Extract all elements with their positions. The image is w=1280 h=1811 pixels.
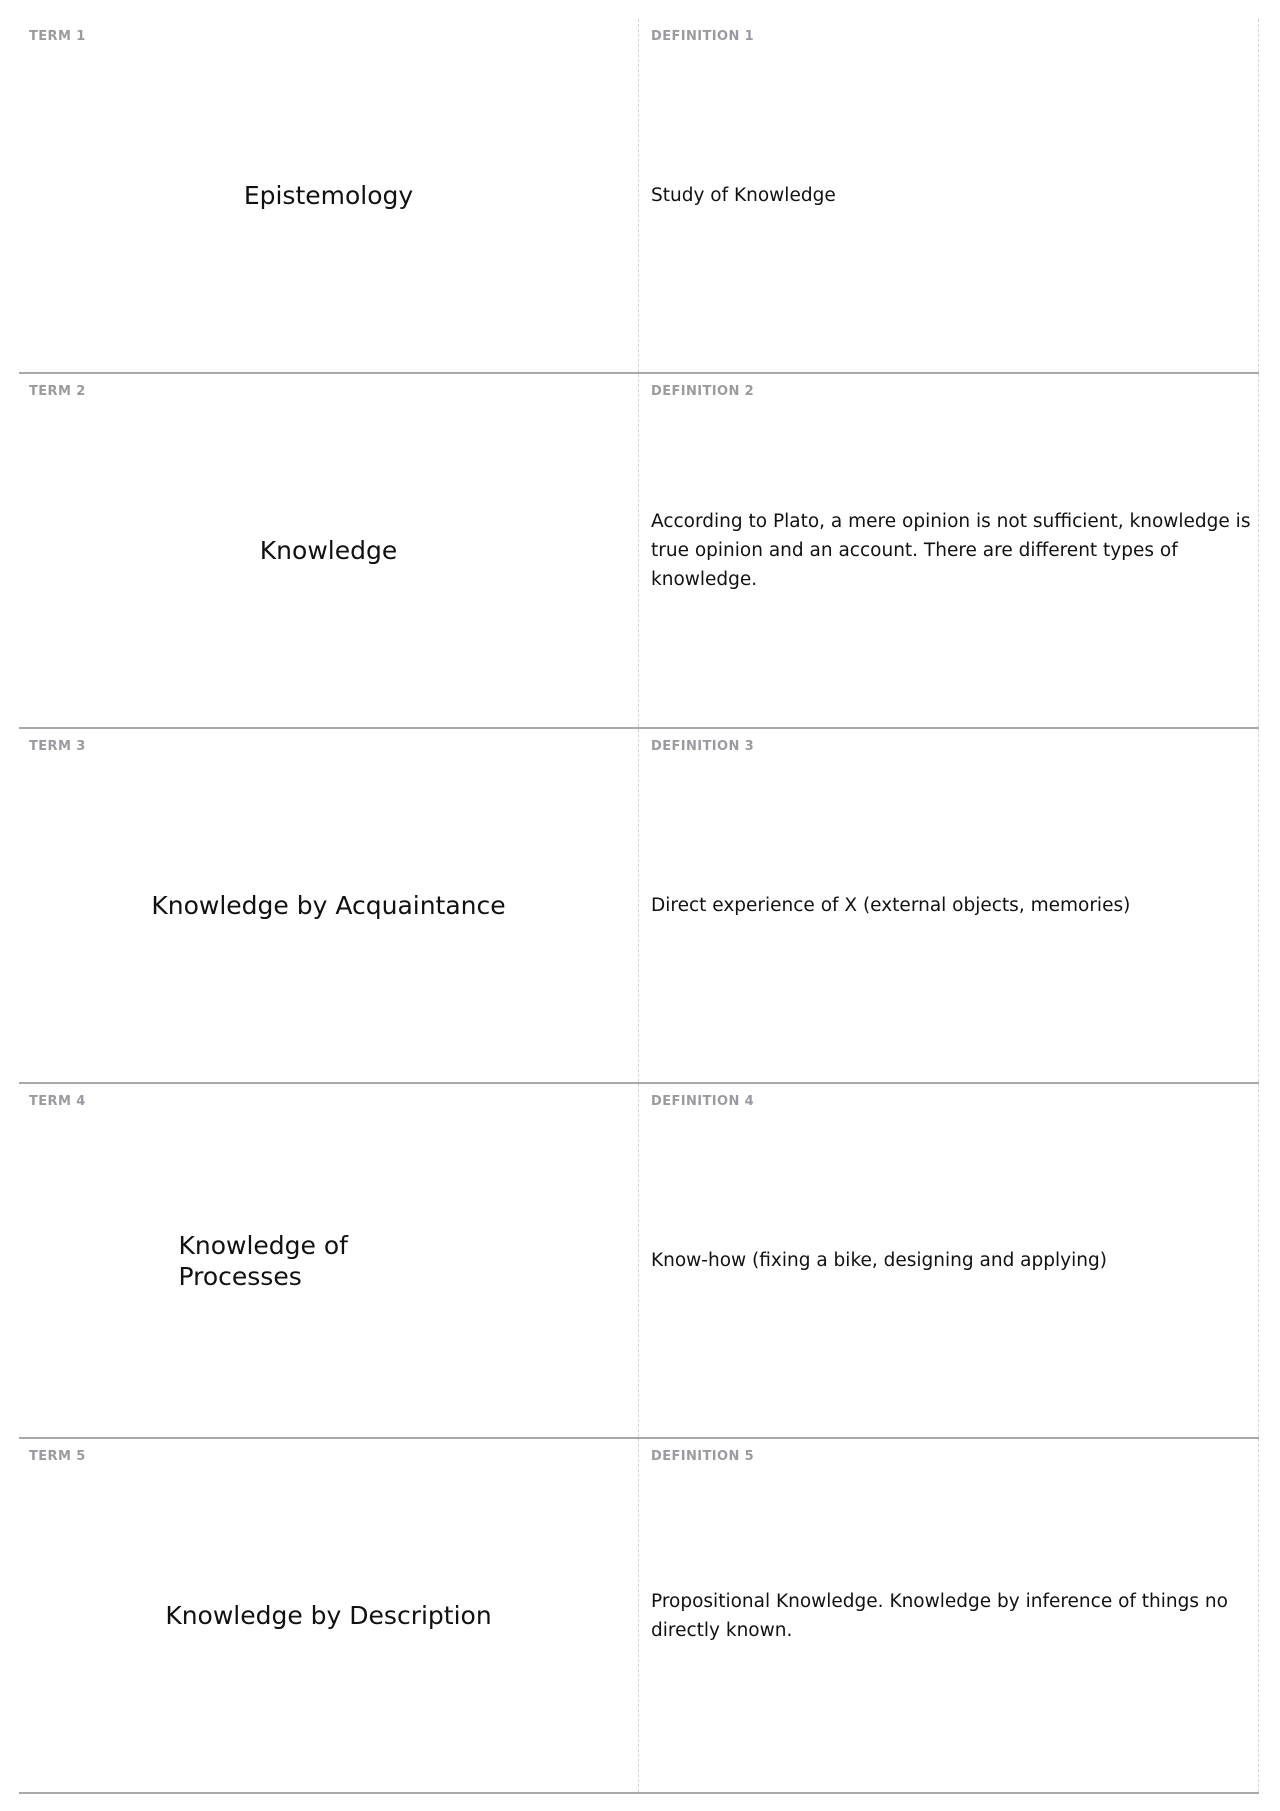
definition-text: Propositional Knowledge. Knowledge by inference of things no directly known. <box>651 1590 1228 1641</box>
definition-label: DEFINITION 5 <box>651 1449 755 1464</box>
flashcard-row <box>19 1439 1259 1794</box>
definition-label: DEFINITION 2 <box>651 384 755 399</box>
flashcard-row <box>19 729 1259 1084</box>
definition-text: Direct experience of X (external objects, memories) <box>651 895 1131 916</box>
term-label: TERM 5 <box>29 1449 86 1464</box>
term-cell <box>19 1439 639 1792</box>
term-text-wrap <box>19 729 638 1082</box>
term-cell <box>19 374 639 727</box>
definition-text-wrap <box>651 19 1252 372</box>
term-text-wrap <box>19 19 638 372</box>
definition-text: According to Plato, a mere opinion is not sufficient, knowledge is true opinion and an account. There are different types of knowledge. <box>651 511 1251 590</box>
term-label: TERM 3 <box>29 739 86 754</box>
term-cell <box>19 19 639 372</box>
definition-cell <box>639 19 1259 372</box>
definition-cell <box>639 729 1259 1082</box>
term-text: Epistemology <box>243 181 414 210</box>
term-cell <box>19 729 639 1082</box>
definition-cell <box>639 374 1259 727</box>
definition-text-wrap <box>651 1439 1252 1792</box>
term-text-wrap <box>19 1439 638 1792</box>
definition-label: DEFINITION 3 <box>651 739 755 754</box>
term-cell <box>19 1084 639 1437</box>
term-text-wrap <box>19 374 638 727</box>
term-text: Knowledge of Processes <box>178 1230 348 1291</box>
term-label: TERM 1 <box>29 29 86 44</box>
definition-label: DEFINITION 4 <box>651 1094 755 1109</box>
term-label: TERM 4 <box>29 1094 86 1109</box>
definition-label: DEFINITION 1 <box>651 29 755 44</box>
definition-text-wrap <box>651 729 1252 1082</box>
term-text: Knowledge by Description <box>165 1601 492 1630</box>
term-text-wrap <box>19 1084 638 1437</box>
definition-cell <box>639 1439 1259 1792</box>
term-label: TERM 2 <box>29 384 86 399</box>
definition-text-wrap <box>651 374 1252 727</box>
definition-text: Know-how (fixing a bike, designing and applying) <box>651 1250 1107 1271</box>
flashcard-row <box>19 1084 1259 1439</box>
definition-text-wrap <box>651 1084 1252 1437</box>
flashcard-row <box>19 374 1259 729</box>
term-text: Knowledge by Acquaintance <box>151 891 506 920</box>
flashcard-sheet <box>19 19 1259 1794</box>
definition-cell <box>639 1084 1259 1437</box>
term-text: Knowledge <box>259 536 398 565</box>
definition-text: Study of Knowledge <box>651 185 836 206</box>
flashcard-row <box>19 19 1259 374</box>
